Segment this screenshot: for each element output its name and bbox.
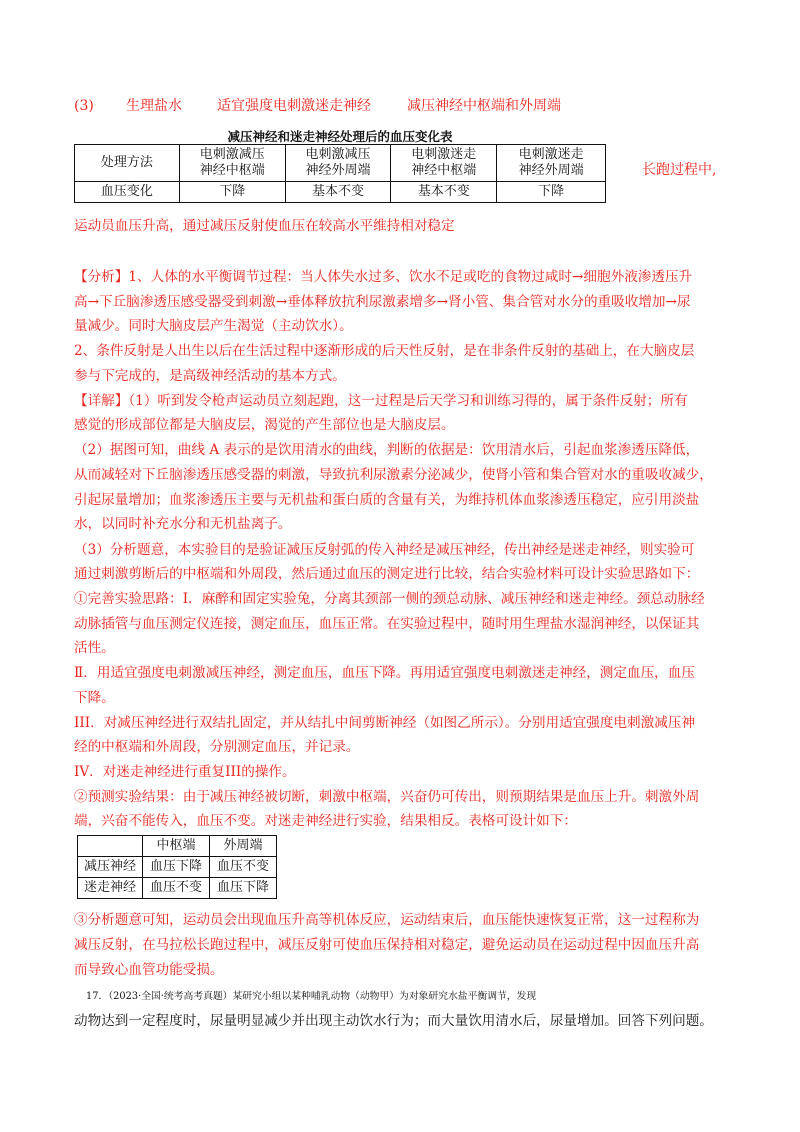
question-17-line: 动物达到一定程度时，尿量明显减少并出现主动饮水行为；而大量饮用清水后，尿量增加。回答下列问题。	[74, 1013, 713, 1029]
analysis-line: ①完善实验思路：I．麻醉和固定实验兔，分离其颈部一侧的颈总动脉、减压神经和迷走神经。颈总动脉经	[74, 591, 705, 607]
table2-cell: 血压下降	[210, 878, 277, 899]
analysis-line: （3）分析题意，本实验目的是验证减压反射弧的传入神经是减压神经，传出神经是迷走神经，则实验可	[74, 542, 695, 558]
analysis-line: 2、条件反射是人出生以后在生活过程中逐渐形成的后天性反射，是在非条件反射的基础上，在大脑皮层	[74, 343, 695, 359]
analysis-line: 通过刺激剪断后的中枢端和外周段，然后通过血压的测定进行比较，结合实验材料可设计实验思路如下：	[74, 566, 700, 582]
analysis-line: 端，兴奋不能传入，血压不变。对迷走神经进行实验，结果相反。表格可设计如下：	[74, 813, 577, 829]
conclusion-line: ③分析题意可知，运动员会出现血压升高等机体反应，运动结束后，血压能快速恢复正常，这一过程称为	[74, 912, 700, 928]
question-17-line: 17．（2023·全国·统考高考真题）某研究小组以某种哺乳动物（动物甲）为对象研究水盐平衡调节，发现	[86, 991, 537, 1002]
analysis-line: IV．对迷走神经进行重复III的操作。	[74, 764, 296, 780]
analysis-line: 动脉插管与血压测定仪连接，测定血压，血压正常。在实验过程中，随时用生理盐水湿润神经，以保证其	[74, 616, 700, 632]
analysis-line: 参与下完成的，是高级神经活动的基本方式。	[74, 368, 346, 384]
analysis-line: 高→下丘脑渗透压感受器受到刺激→垂体释放抗利尿激素增多→肾小管、集合管对水分的重吸收增加→尿	[74, 294, 691, 310]
table2-header-cell: 外周端	[210, 836, 277, 857]
table2-cell: 血压不变	[143, 878, 210, 899]
table1-cell: 下降	[179, 182, 285, 203]
after-table-text: 运动员血压升高，通过减压反射使血压在较高水平维持相对稳定	[74, 218, 455, 234]
answer-part-1: 生理盐水	[126, 98, 182, 114]
table2-cell: 血压下降	[143, 857, 210, 878]
analysis-line: 量减少。同时大脑皮层产生渴觉（主动饮水）。	[74, 318, 353, 334]
analysis-line: III．对减压神经进行双结扎固定，并从结扎中间剪断神经（如图乙所示）。分别用适宜强度电刺激减压神	[74, 715, 696, 731]
table1-caption: 减压神经和迷走神经处理后的血压变化表	[227, 129, 453, 144]
table1-cell: 基本不变	[391, 182, 497, 203]
analysis-line: （2）据图可知，曲线 A 表示的是饮用清水的曲线，判断的依据是：饮用清水后，引起血浆渗透压降低，	[74, 442, 700, 458]
table1-header-cell: 电刺激迷走 神经中枢端	[391, 145, 497, 182]
conclusion-line: 而导致心血管功能受损。	[74, 962, 224, 978]
analysis-line: 【详解】（1）听到发令枪声运动员立刻起跑，这一过程是后天学习和训练习得的，属于条件反射；所有	[74, 393, 688, 409]
analysis-line: 经的中枢端和外周段，分别测定血压，并记录。	[74, 739, 360, 755]
answer-part-2: 适宜强度电刺激迷走神经	[217, 98, 371, 114]
table1-header-cell: 处理方法	[75, 145, 180, 182]
result-table	[77, 835, 277, 899]
analysis-line: Ⅱ．用适宜强度电刺激减压神经，测定血压，血压下降。再用适宜强度电刺激迷走神经，测定血压，血压	[74, 665, 695, 681]
answer-part-3: 减压神经中枢端和外周端	[407, 98, 561, 114]
table2-header-cell	[78, 836, 143, 857]
table1-cell: 下降	[497, 182, 606, 203]
table2-header-cell: 中枢端	[143, 836, 210, 857]
analysis-line: 【分析】1、人体的水平衡调节过程：当人体失水过多、饮水不足或吃的食物过咸时→细胞外液渗透压升	[74, 269, 693, 285]
analysis-line: 下降。	[74, 690, 115, 706]
table2-cell: 减压神经	[78, 857, 143, 878]
blood-pressure-table	[74, 144, 606, 203]
analysis-line: 活性。	[74, 640, 115, 656]
conclusion-line: 减压反射，在马拉松长跑过程中，减压反射可使血压保持相对稳定，避免运动员在运动过程中因血压升高	[74, 937, 700, 953]
table1-header-cell: 电刺激减压 神经中枢端	[179, 145, 285, 182]
table1-cell: 基本不变	[285, 182, 391, 203]
table1-cell: 血压变化	[75, 182, 180, 203]
analysis-line: 引起尿量增加；血浆渗透压主要与无机盐和蛋白质的含量有关，为维持机体血浆渗透压稳定，应引用淡盐	[74, 492, 700, 508]
analysis-line: 感觉的形成部位都是大脑皮层，渴觉的产生部位也是大脑皮层。	[74, 417, 455, 433]
table1-header-cell: 电刺激减压 神经外周端	[285, 145, 391, 182]
table1-header-cell: 电刺激迷走 神经外周端	[497, 145, 606, 182]
side-text: 长跑过程中,	[642, 162, 717, 178]
analysis-line: 水，以同时补充水分和无机盐离子。	[74, 516, 292, 532]
analysis-line: 从而减轻对下丘脑渗透压感受器的刺激，导致抗利尿激素分泌减少，使肾小管和集合管对水的重吸收减少，	[74, 467, 713, 483]
table2-cell: 迷走神经	[78, 878, 143, 899]
analysis-line: ②预测实验结果：由于减压神经被切断，刺激中枢端，兴奋仍可传出，则预期结果是血压上升。刺激外周	[74, 789, 700, 805]
table2-cell: 血压不变	[210, 857, 277, 878]
answer-number: (3)	[74, 98, 94, 114]
